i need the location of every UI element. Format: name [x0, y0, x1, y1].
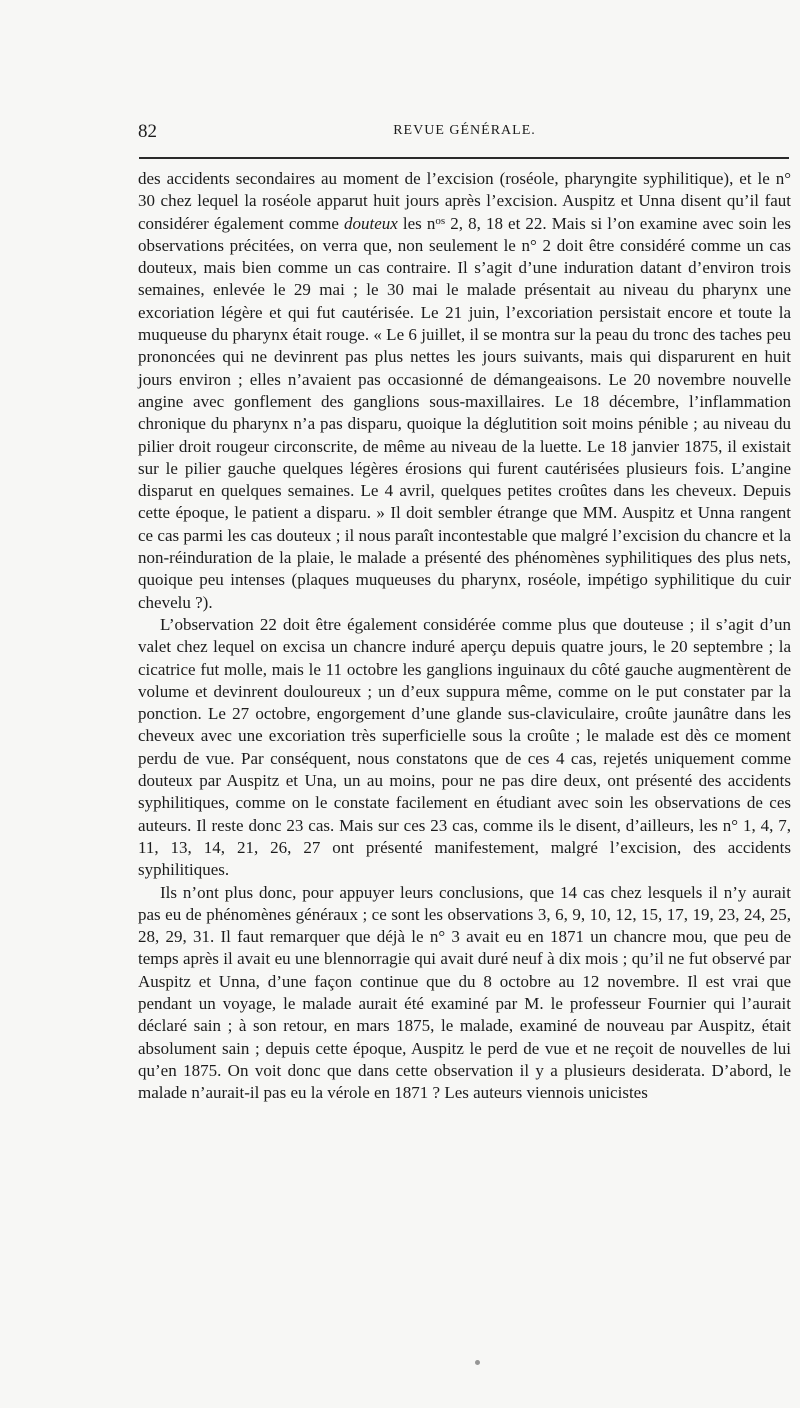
header-rule: [139, 157, 789, 159]
running-header: [138, 121, 791, 143]
page-number: 82: [138, 121, 157, 142]
paragraph-2: L’observation 22 doit être également considérée comme plus que douteuse ; il s’agit d’un valet chez lequel on excisa un chancre induré aperçu depuis quatre jours, le 20 septembre ; la cicatrice fut molle, mais le 11 octobre les ganglions inguinaux du côté gauche augmentèrent de volume et devinrent douloureux ; un d’eux suppura même, comme on le put constater par la ponction. Le 27 octobre, engorgement d’une glande sus-claviculaire, croûte jaunâtre dans les cheveux avec une excoriation très superficielle sous la croûte ; le malade est dès ce moment perdu de vue. Par conséquent, nous constatons que de ces 4 cas, rejetés uniquement comme douteux par Auspitz et Una, un au moins, pour ne pas dire deux, ont présenté des accidents syphilitiques, comme on le constate facilement en étudiant avec soin les observations de ces auteurs. Il reste donc 23 cas. Mais sur ces 23 cas, comme ils le disent, d’ailleurs, les n° 1, 4, 7, 11, 13, 14, 21, 26, 27 ont présenté manifestement, malgré l’excision, des accidents syphilitiques.: [138, 614, 791, 880]
italic-douteux: douteux: [343, 213, 398, 233]
paragraph-3: Ils n’ont plus donc, pour appuyer leurs conclusions, que 14 cas chez lesquels il n’y aurait pas eu de phénomènes généraux ; ce sont les observations 3, 6, 9, 10, 12, 15, 17, 19, 23, 24, 25, 28, 29, 31. Il faut remarquer que déjà le n° 3 avait eu en 1871 un chancre mou, que peu de temps après il avait eu une blennorragie qui avait duré neuf à dix mois ; qu’il ne fut observé par Auspitz et Unna, d’une façon continue que du 8 octobre au 12 novembre. Il est vrai que pendant un voyage, le malade aurait été examiné par M. le professeur Fournier qui l’aurait déclaré sain ; à son retour, en mars 1875, le malade, examiné de nouveau par Auspitz, était absolument sain ; depuis cette époque, Auspitz le perd de vue et ne reçoit de nouvelles de lui qu’en 1875. On voit donc que dans cette observation il y a plusieurs desiderata. D’abord, le malade n’aurait-il pas eu la vérole en 1871 ? Les auteurs viennois unicistes: [138, 882, 791, 1103]
paragraph-1: [138, 168, 791, 614]
superscript-os: os: [435, 214, 446, 227]
paragraph-1-part-b: les n: [397, 213, 436, 233]
paragraph-1-part-c: 2, 8, 18 et 22. Mais si l’on examine avec soin les observations précitées, on verra que, non seulement le n° 2 doit être considéré comme un cas douteux, mais bien comme un cas contraire. Il s’agit d’une induration datant d’environ trois semaines, enlevée le 29 mai ; le 30 mai le malade présentait au niveau du pharynx une excoriation légère et qui fut cautérisée. Le 21 juin, l’excoriation persistait encore et toute la muqueuse du pharynx était rouge. « Le 6 juillet, il se montra sur la peau du tronc des taches peu prononcées qui ne devinrent pas plus nettes les jours suivants, mais qui disparurent en huit jours environ ; elles n’avaient pas occasionné de démangeaisons. Le 20 novembre nouvelle angine avec gonflement des ganglions sous-maxillaires. Le 18 décembre, l’inflammation chronique du pharynx n’a pas disparu, quoique la déglutition soit moins pénible ; au niveau du pilier droit rougeur circonscrite, de même au niveau de la luette. Le 18 janvier 1875, il existait sur le pilier gauche quelques légères érosions qui furent cautérisées plusieurs fois. L’angine disparut en quelques semaines. Le 4 avril, quelques petites croûtes dans les cheveux. Depuis cette époque, le patient a disparu. » Il doit sembler étrange que MM. Auspitz et Unna rangent ce cas parmi les cas douteux ; il nous paraît incontestable que malgré l’excision du chancre et la non-réinduration de la plaie, le malade a présenté des phénomènes syphilitiques des plus nets, quoique peu intenses (plaques muqueuses du pharynx, roséole, impétigo syphilitique du cuir chevelu ?).: [138, 213, 792, 612]
running-title: REVUE GÉNÉRALE.: [393, 123, 536, 138]
body-text: [138, 168, 791, 1104]
print-speck: [475, 1360, 480, 1365]
paragraph-1-part-a: des accidents secondaires au moment de l’excision (roséole, pharyngite syphilitique), et le n° 30 chez lequel la roséole apparut huit jours après l’excision. Auspitz et Unna disent qu’il faut considérer également comme: [138, 169, 791, 233]
